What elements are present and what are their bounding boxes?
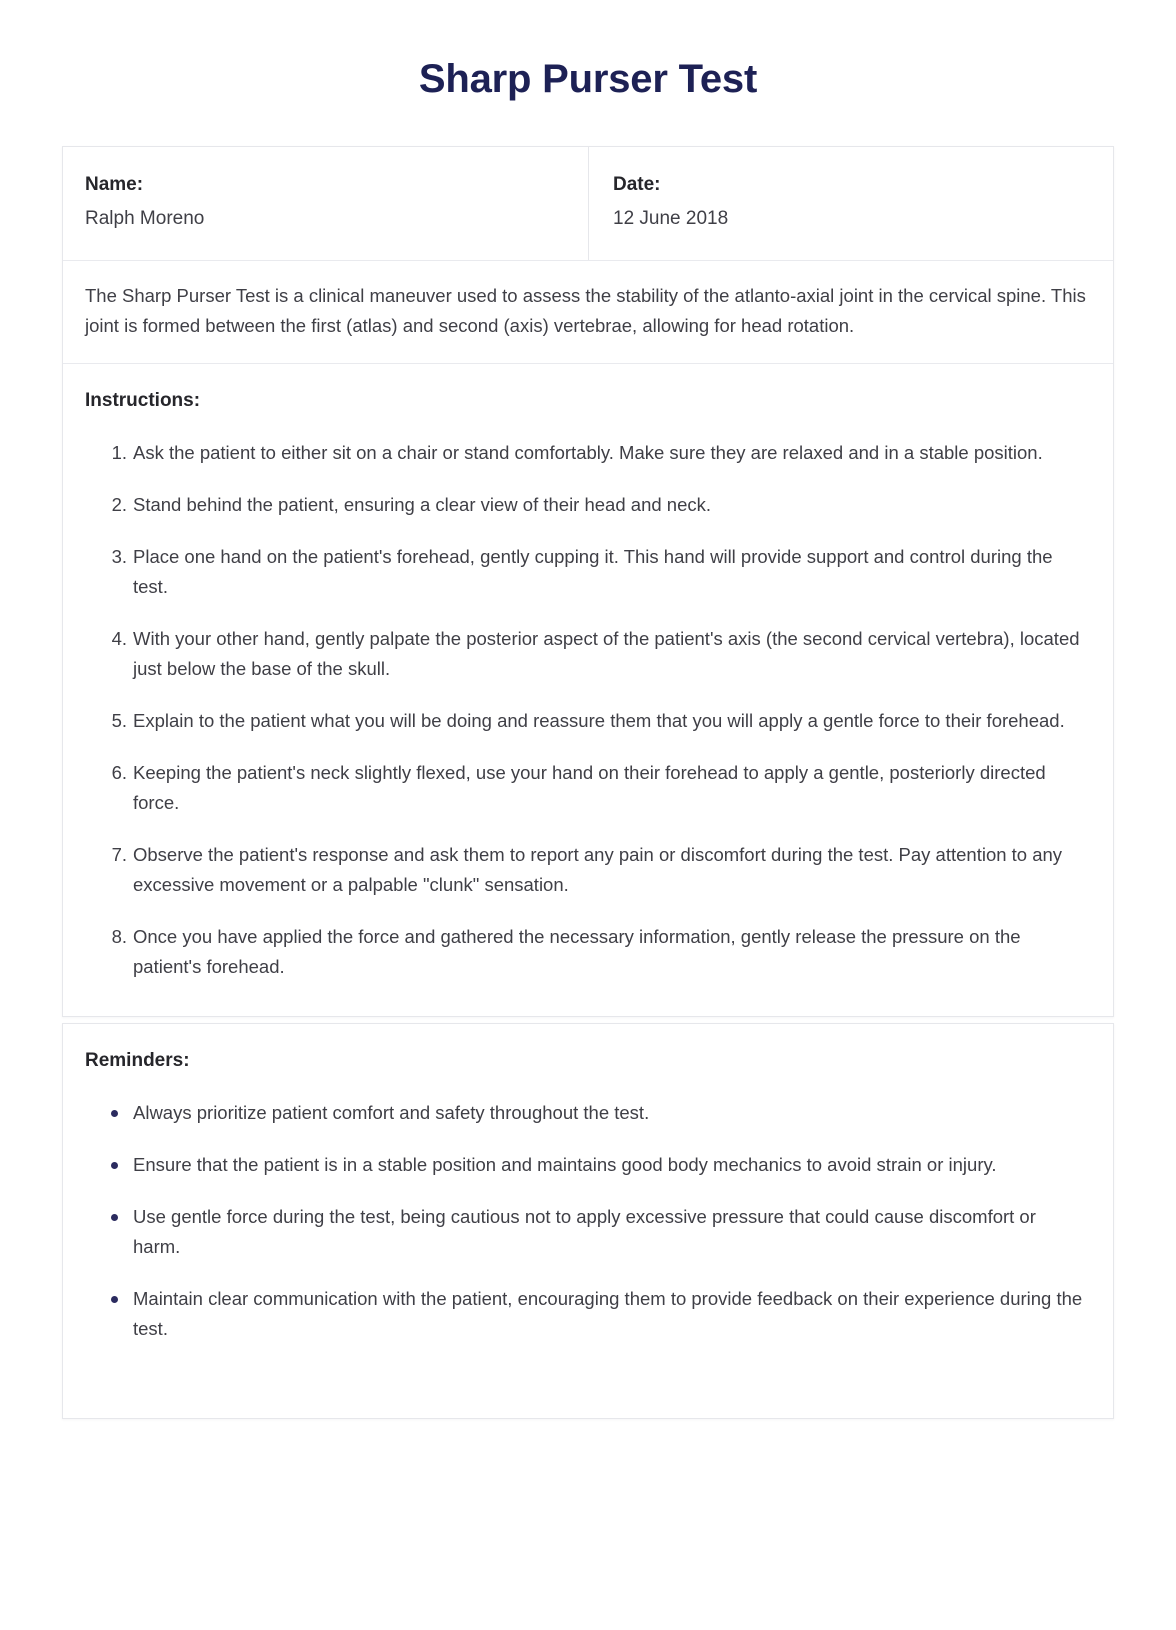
name-field[interactable] [63,147,588,260]
date-field[interactable] [588,147,1113,260]
name-value: Ralph Moreno [85,208,205,230]
identity-row [63,147,1113,260]
test-description: The Sharp Purser Test is a clinical maneuver used to assess the stability of the atlanto-axial joint in the cervical spine. This joint is formed between the first (atlas) and second (axis) vertebrae, allowing for head rotation. [85,284,1086,336]
reminders-heading: Reminders: [85,1049,190,1071]
instruction-step: Once you have applied the force and gathered the necessary information, gently release the pressure on the patient's forehead. [133,925,1021,977]
instruction-step: Explain to the patient what you will be doing and reassure them that you will apply a gentle force to their forehead. [133,709,1065,731]
form-card [62,146,1114,1017]
reminder-item: Maintain clear communication with the patient, encouraging them to provide feedback on their experience during the test. [129,1284,1087,1344]
instruction-step: Keeping the patient's neck slightly flexed, use your hand on their forehead to apply a gentle, posteriorly directed force. [133,761,1046,813]
instruction-step: Stand behind the patient, ensuring a clear view of their head and neck. [133,493,711,515]
instruction-step: Place one hand on the patient's forehead, gently cupping it. This hand will provide support and control during the test. [133,545,1053,597]
instruction-step: Observe the patient's response and ask them to report any pain or discomfort during the test. Pay attention to any excessive movement or a palpable "clunk" sensation. [133,843,1063,895]
name-label: Name: [85,174,144,195]
reminder-item: Always prioritize patient comfort and safety throughout the test. [129,1098,1087,1128]
reminders-list [85,1098,1087,1344]
reminder-item: Use gentle force during the test, being cautious not to apply excessive pressure that could cause discomfort or harm. [129,1202,1087,1262]
reminders-card [62,1023,1114,1419]
instructions-list [85,438,1087,982]
page-title: Sharp Purser Test [418,57,758,101]
instruction-step: With your other hand, gently palpate the posterior aspect of the patient's axis (the second cervical vertebra), located just below the base of the skull. [133,627,1080,679]
date-label: Date: [613,174,661,195]
instruction-step: Ask the patient to either sit on a chair or stand comfortably. Make sure they are relaxed and in a stable position. [133,441,1043,463]
reminder-item: Ensure that the patient is in a stable position and maintains good body mechanics to avoid strain or injury. [129,1150,1087,1180]
date-value: 12 June 2018 [613,208,729,230]
reminders-section [63,1024,1113,1378]
instructions-section [63,364,1113,1016]
instructions-heading: Instructions: [85,389,201,411]
